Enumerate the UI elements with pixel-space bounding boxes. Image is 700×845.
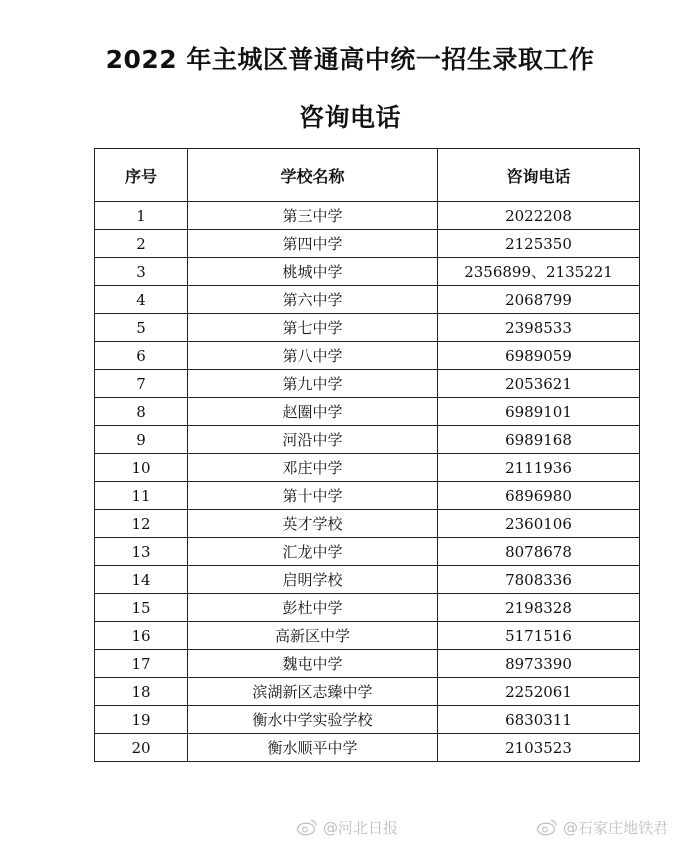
cell-school-name: 第三中学 [188, 202, 438, 230]
watermark-text: @石家庄地铁君 [563, 818, 669, 837]
cell-school-name: 衡水中学实验学校 [188, 706, 438, 734]
cell-phone: 7808336 [438, 566, 640, 594]
table-row [95, 202, 640, 230]
table-row [95, 650, 640, 678]
table-row [95, 566, 640, 594]
cell-school-name: 桃城中学 [188, 258, 438, 286]
watermark-hebei-daily [296, 816, 398, 838]
cell-index: 20 [95, 734, 188, 762]
cell-index: 18 [95, 678, 188, 706]
cell-index: 3 [95, 258, 188, 286]
cell-index: 7 [95, 370, 188, 398]
cell-index: 19 [95, 706, 188, 734]
cell-school-name: 第四中学 [188, 230, 438, 258]
table-row [95, 370, 640, 398]
table-row [95, 538, 640, 566]
cell-phone: 5171516 [438, 622, 640, 650]
table-row [95, 230, 640, 258]
watermark-sjz-metro [536, 816, 668, 838]
table-row [95, 342, 640, 370]
cell-phone: 2398533 [438, 314, 640, 342]
watermark-text: @河北日报 [323, 818, 399, 837]
table-row [95, 454, 640, 482]
table-row [95, 678, 640, 706]
table-row [95, 622, 640, 650]
cell-school-name: 赵圈中学 [188, 398, 438, 426]
cell-school-name: 邓庄中学 [188, 454, 438, 482]
weibo-icon [536, 818, 558, 836]
table-row [95, 398, 640, 426]
cell-phone: 2022208 [438, 202, 640, 230]
cell-phone: 6896980 [438, 482, 640, 510]
table-row [95, 258, 640, 286]
cell-index: 17 [95, 650, 188, 678]
cell-index: 2 [95, 230, 188, 258]
table-row [95, 426, 640, 454]
document-title: 2022 年主城区普通高中统一招生录取工作 [105, 45, 595, 74]
cell-index: 9 [95, 426, 188, 454]
table-row [95, 286, 640, 314]
table-body [95, 202, 640, 762]
cell-phone: 2252061 [438, 678, 640, 706]
cell-index: 13 [95, 538, 188, 566]
cell-school-name: 第十中学 [188, 482, 438, 510]
cell-school-name: 第七中学 [188, 314, 438, 342]
header-school-name: 学校名称 [188, 149, 438, 202]
document-subtitle: 咨询电话 [298, 103, 401, 132]
contact-table [94, 148, 640, 762]
cell-index: 15 [95, 594, 188, 622]
table-header-row [95, 149, 640, 202]
cell-phone: 6989101 [438, 398, 640, 426]
table-row [95, 734, 640, 762]
table-row [95, 594, 640, 622]
cell-phone: 2068799 [438, 286, 640, 314]
cell-phone: 2198328 [438, 594, 640, 622]
cell-phone: 6989059 [438, 342, 640, 370]
table-row [95, 706, 640, 734]
table-row [95, 510, 640, 538]
cell-school-name: 第六中学 [188, 286, 438, 314]
cell-school-name: 第八中学 [188, 342, 438, 370]
cell-phone: 8973390 [438, 650, 640, 678]
cell-phone: 2111936 [438, 454, 640, 482]
cell-phone: 2360106 [438, 510, 640, 538]
cell-school-name: 滨湖新区志臻中学 [188, 678, 438, 706]
cell-index: 6 [95, 342, 188, 370]
cell-school-name: 河沿中学 [188, 426, 438, 454]
table-row [95, 314, 640, 342]
cell-index: 4 [95, 286, 188, 314]
cell-school-name: 英才学校 [188, 510, 438, 538]
cell-index: 12 [95, 510, 188, 538]
cell-school-name: 彭杜中学 [188, 594, 438, 622]
cell-school-name: 汇龙中学 [188, 538, 438, 566]
table-row [95, 482, 640, 510]
cell-school-name: 高新区中学 [188, 622, 438, 650]
cell-index: 5 [95, 314, 188, 342]
cell-index: 16 [95, 622, 188, 650]
cell-index: 8 [95, 398, 188, 426]
cell-phone: 2103523 [438, 734, 640, 762]
cell-phone: 6830311 [438, 706, 640, 734]
cell-index: 11 [95, 482, 188, 510]
header-phone: 咨询电话 [438, 149, 640, 202]
cell-index: 14 [95, 566, 188, 594]
cell-phone: 8078678 [438, 538, 640, 566]
header-index: 序号 [95, 149, 188, 202]
cell-school-name: 魏屯中学 [188, 650, 438, 678]
cell-index: 1 [95, 202, 188, 230]
cell-phone: 2356899、2135221 [438, 258, 640, 286]
cell-index: 10 [95, 454, 188, 482]
cell-school-name: 第九中学 [188, 370, 438, 398]
cell-phone: 6989168 [438, 426, 640, 454]
cell-school-name: 启明学校 [188, 566, 438, 594]
cell-school-name: 衡水顺平中学 [188, 734, 438, 762]
cell-phone: 2125350 [438, 230, 640, 258]
weibo-icon [296, 818, 318, 836]
cell-phone: 2053621 [438, 370, 640, 398]
